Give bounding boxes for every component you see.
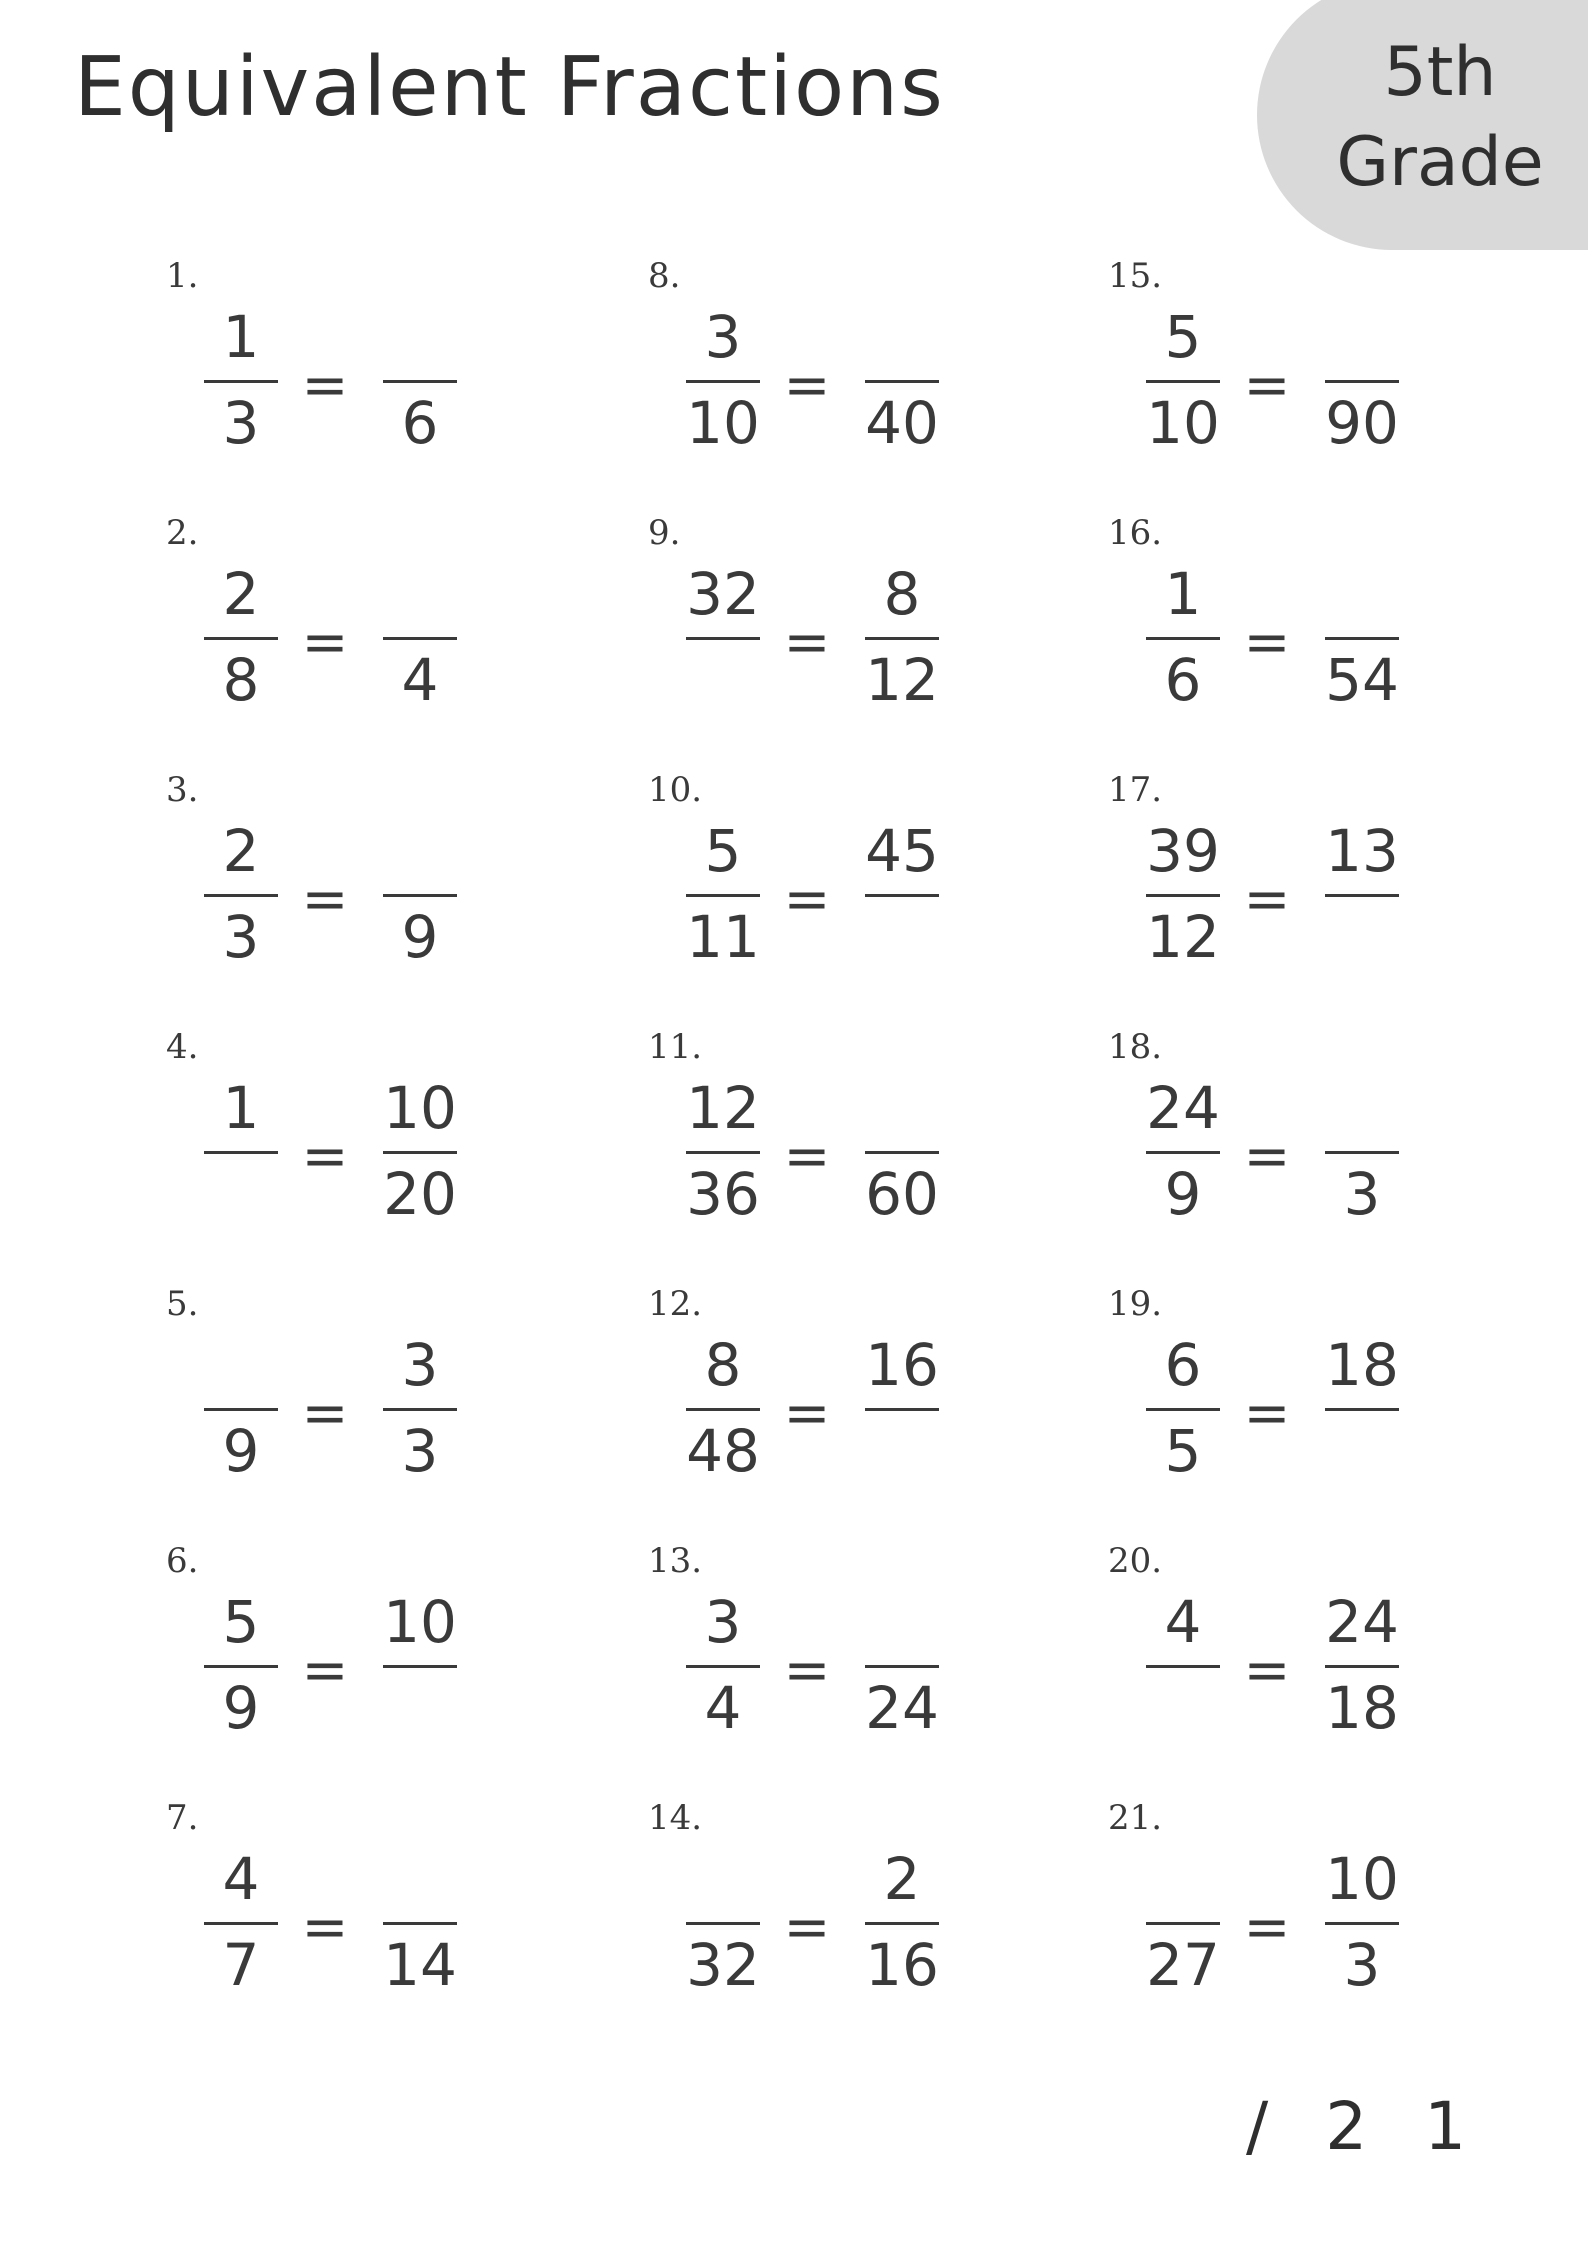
right-numerator[interactable]: 13 bbox=[1325, 817, 1399, 885]
right-fraction bbox=[383, 816, 457, 996]
left-numerator[interactable]: 5 bbox=[1164, 303, 1202, 371]
left-numerator[interactable]: 24 bbox=[1146, 1074, 1220, 1142]
right-denominator[interactable]: 40 bbox=[865, 389, 939, 457]
right-denominator[interactable]: 24 bbox=[865, 1674, 939, 1742]
left-fraction bbox=[204, 1844, 278, 2024]
left-numerator[interactable]: 39 bbox=[1146, 817, 1220, 885]
right-numerator[interactable]: 10 bbox=[383, 1074, 457, 1142]
left-fraction bbox=[204, 559, 278, 739]
score-total: / 2 1 bbox=[1246, 2088, 1485, 2165]
fraction-bar bbox=[1325, 1665, 1399, 1668]
equals-sign: = bbox=[301, 1381, 349, 1446]
fraction-bar bbox=[383, 1408, 457, 1411]
left-denominator[interactable]: 10 bbox=[686, 389, 760, 457]
right-denominator[interactable]: 18 bbox=[1325, 1674, 1399, 1742]
fraction-bar bbox=[1325, 1408, 1399, 1411]
left-numerator[interactable]: 8 bbox=[704, 1331, 742, 1399]
problem bbox=[648, 1284, 968, 1524]
left-numerator[interactable]: 5 bbox=[704, 817, 742, 885]
problem-number: 8. bbox=[648, 256, 681, 296]
equals-sign: = bbox=[783, 1381, 831, 1446]
problem-number: 12. bbox=[648, 1284, 703, 1324]
left-fraction bbox=[1146, 816, 1220, 996]
left-denominator[interactable]: 3 bbox=[222, 903, 260, 971]
left-numerator[interactable]: 4 bbox=[1164, 1588, 1202, 1656]
problem-number: 6. bbox=[166, 1541, 199, 1581]
problem bbox=[1108, 1541, 1428, 1781]
left-fraction bbox=[686, 1330, 760, 1510]
fraction-bar bbox=[1146, 894, 1220, 897]
right-denominator[interactable]: 12 bbox=[865, 646, 939, 714]
equals-sign: = bbox=[1243, 1638, 1291, 1703]
left-numerator[interactable]: 12 bbox=[686, 1074, 760, 1142]
right-fraction bbox=[383, 1330, 457, 1510]
right-numerator[interactable]: 18 bbox=[1325, 1331, 1399, 1399]
fraction-bar bbox=[204, 1408, 278, 1411]
fraction-bar bbox=[1146, 637, 1220, 640]
problem bbox=[166, 1541, 486, 1781]
equals-sign: = bbox=[1243, 1381, 1291, 1446]
fraction-bar bbox=[204, 894, 278, 897]
problem-number: 15. bbox=[1108, 256, 1163, 296]
equals-sign: = bbox=[783, 1638, 831, 1703]
problem-number: 9. bbox=[648, 513, 681, 553]
right-fraction bbox=[1325, 816, 1399, 996]
problem-number: 14. bbox=[648, 1798, 703, 1838]
right-fraction bbox=[383, 1587, 457, 1767]
right-numerator[interactable]: 8 bbox=[883, 560, 921, 628]
problem-number: 5. bbox=[166, 1284, 199, 1324]
right-fraction bbox=[1325, 1844, 1399, 2024]
equals-sign: = bbox=[783, 867, 831, 932]
left-numerator[interactable]: 2 bbox=[222, 560, 260, 628]
left-fraction bbox=[1146, 559, 1220, 739]
left-denominator[interactable]: 48 bbox=[686, 1417, 760, 1485]
left-fraction bbox=[1146, 1587, 1220, 1767]
left-denominator[interactable]: 6 bbox=[1164, 646, 1202, 714]
left-denominator[interactable]: 3 bbox=[222, 389, 260, 457]
problem bbox=[1108, 1027, 1428, 1267]
problem-number: 4. bbox=[166, 1027, 199, 1067]
problem-number: 3. bbox=[166, 770, 199, 810]
left-denominator[interactable]: 7 bbox=[222, 1931, 260, 1999]
left-numerator[interactable]: 1 bbox=[1164, 560, 1202, 628]
left-fraction bbox=[204, 816, 278, 996]
right-fraction bbox=[1325, 302, 1399, 482]
fraction-bar bbox=[1146, 1665, 1220, 1668]
problem bbox=[1108, 1798, 1428, 2038]
left-numerator[interactable]: 3 bbox=[704, 1588, 742, 1656]
fraction-bar bbox=[383, 1665, 457, 1668]
left-numerator[interactable]: 4 bbox=[222, 1845, 260, 1913]
problem bbox=[648, 1027, 968, 1267]
left-denominator[interactable]: 11 bbox=[686, 903, 760, 971]
problem-number: 10. bbox=[648, 770, 703, 810]
fraction-bar bbox=[1325, 637, 1399, 640]
problem-number: 20. bbox=[1108, 1541, 1163, 1581]
fraction-bar bbox=[383, 1151, 457, 1154]
right-denominator[interactable]: 90 bbox=[1325, 389, 1399, 457]
right-fraction bbox=[865, 816, 939, 996]
left-fraction bbox=[1146, 1073, 1220, 1253]
fraction-bar bbox=[865, 637, 939, 640]
left-fraction bbox=[686, 1073, 760, 1253]
left-denominator[interactable]: 9 bbox=[222, 1674, 260, 1742]
equals-sign: = bbox=[1243, 1895, 1291, 1960]
fraction-bar bbox=[686, 894, 760, 897]
left-denominator[interactable]: 9 bbox=[1164, 1160, 1202, 1228]
fraction-bar bbox=[865, 380, 939, 383]
right-fraction bbox=[1325, 1330, 1399, 1510]
problem-number: 1. bbox=[166, 256, 199, 296]
fraction-bar bbox=[1146, 1151, 1220, 1154]
fraction-bar bbox=[383, 1922, 457, 1925]
grade-label-line1: 5th bbox=[1383, 33, 1497, 112]
right-numerator[interactable]: 45 bbox=[865, 817, 939, 885]
right-fraction bbox=[865, 1073, 939, 1253]
right-fraction bbox=[383, 1844, 457, 2024]
right-fraction bbox=[1325, 559, 1399, 739]
problem-number: 18. bbox=[1108, 1027, 1163, 1067]
right-denominator[interactable]: 20 bbox=[383, 1160, 457, 1228]
fraction-bar bbox=[204, 380, 278, 383]
problem bbox=[648, 1541, 968, 1781]
fraction-bar bbox=[1325, 380, 1399, 383]
left-denominator[interactable]: 12 bbox=[1146, 903, 1220, 971]
problem bbox=[166, 1798, 486, 2038]
fraction-bar bbox=[865, 894, 939, 897]
grade-label bbox=[1300, 28, 1580, 208]
fraction-bar bbox=[383, 380, 457, 383]
equals-sign: = bbox=[301, 867, 349, 932]
equals-sign: = bbox=[1243, 353, 1291, 418]
problem bbox=[648, 1798, 968, 2038]
left-fraction bbox=[204, 302, 278, 482]
problem-number: 19. bbox=[1108, 1284, 1163, 1324]
right-fraction bbox=[383, 559, 457, 739]
fraction-bar bbox=[383, 894, 457, 897]
right-denominator[interactable]: 6 bbox=[401, 389, 439, 457]
right-numerator[interactable]: 2 bbox=[883, 1845, 921, 1913]
left-fraction bbox=[204, 1073, 278, 1253]
fraction-bar bbox=[204, 1151, 278, 1154]
left-numerator[interactable]: 1 bbox=[222, 303, 260, 371]
fraction-bar bbox=[1325, 1151, 1399, 1154]
equals-sign: = bbox=[1243, 867, 1291, 932]
fraction-bar bbox=[865, 1151, 939, 1154]
right-denominator[interactable]: 3 bbox=[401, 1417, 439, 1485]
equals-sign: = bbox=[301, 1124, 349, 1189]
left-denominator[interactable]: 27 bbox=[1146, 1931, 1220, 1999]
right-fraction bbox=[865, 1587, 939, 1767]
left-denominator[interactable]: 9 bbox=[222, 1417, 260, 1485]
problem bbox=[166, 256, 486, 496]
problem-number: 21. bbox=[1108, 1798, 1163, 1838]
problem bbox=[648, 256, 968, 496]
fraction-bar bbox=[865, 1922, 939, 1925]
equals-sign: = bbox=[783, 353, 831, 418]
right-denominator[interactable]: 54 bbox=[1325, 646, 1399, 714]
fraction-bar bbox=[686, 1151, 760, 1154]
fraction-bar bbox=[1146, 380, 1220, 383]
left-denominator[interactable]: 32 bbox=[686, 1931, 760, 1999]
problem bbox=[648, 770, 968, 1010]
left-fraction bbox=[686, 1844, 760, 2024]
right-numerator[interactable]: 16 bbox=[865, 1331, 939, 1399]
right-denominator[interactable]: 3 bbox=[1343, 1931, 1381, 1999]
left-denominator[interactable]: 5 bbox=[1164, 1417, 1202, 1485]
right-fraction bbox=[1325, 1587, 1399, 1767]
right-numerator[interactable]: 10 bbox=[383, 1588, 457, 1656]
left-fraction bbox=[204, 1587, 278, 1767]
equals-sign: = bbox=[1243, 610, 1291, 675]
right-numerator[interactable]: 3 bbox=[401, 1331, 439, 1399]
fraction-bar bbox=[1146, 1408, 1220, 1411]
left-numerator[interactable]: 5 bbox=[222, 1588, 260, 1656]
left-numerator[interactable]: 2 bbox=[222, 817, 260, 885]
left-denominator[interactable]: 8 bbox=[222, 646, 260, 714]
fraction-bar bbox=[686, 1665, 760, 1668]
problem bbox=[166, 1284, 486, 1524]
right-denominator[interactable]: 4 bbox=[401, 646, 439, 714]
problem-number: 17. bbox=[1108, 770, 1163, 810]
fraction-bar bbox=[1325, 894, 1399, 897]
left-fraction bbox=[1146, 302, 1220, 482]
page-title: Equivalent Fractions bbox=[74, 40, 945, 135]
fraction-bar bbox=[204, 1665, 278, 1668]
problem bbox=[648, 513, 968, 753]
left-fraction bbox=[1146, 1844, 1220, 2024]
fraction-bar bbox=[865, 1408, 939, 1411]
right-denominator[interactable]: 14 bbox=[383, 1931, 457, 1999]
problem-number: 2. bbox=[166, 513, 199, 553]
equals-sign: = bbox=[1243, 1124, 1291, 1189]
problem bbox=[1108, 770, 1428, 1010]
right-fraction bbox=[865, 302, 939, 482]
fraction-bar bbox=[865, 1665, 939, 1668]
right-fraction bbox=[383, 1073, 457, 1253]
right-numerator[interactable]: 24 bbox=[1325, 1588, 1399, 1656]
equals-sign: = bbox=[301, 353, 349, 418]
left-fraction bbox=[686, 816, 760, 996]
problem-number: 11. bbox=[648, 1027, 703, 1067]
left-denominator[interactable]: 4 bbox=[704, 1674, 742, 1742]
fraction-bar bbox=[1146, 1922, 1220, 1925]
left-fraction bbox=[204, 1330, 278, 1510]
equals-sign: = bbox=[301, 1895, 349, 1960]
problem bbox=[166, 770, 486, 1010]
left-numerator[interactable]: 3 bbox=[704, 303, 742, 371]
fraction-bar bbox=[686, 637, 760, 640]
left-denominator[interactable]: 36 bbox=[686, 1160, 760, 1228]
left-numerator[interactable]: 1 bbox=[222, 1074, 260, 1142]
right-denominator[interactable]: 16 bbox=[865, 1931, 939, 1999]
right-fraction bbox=[383, 302, 457, 482]
problem-number: 13. bbox=[648, 1541, 703, 1581]
fraction-bar bbox=[1325, 1922, 1399, 1925]
problem bbox=[1108, 1284, 1428, 1524]
equals-sign: = bbox=[783, 1895, 831, 1960]
right-fraction bbox=[865, 1844, 939, 2024]
equals-sign: = bbox=[301, 610, 349, 675]
fraction-bar bbox=[686, 380, 760, 383]
right-fraction bbox=[865, 1330, 939, 1510]
left-fraction bbox=[1146, 1330, 1220, 1510]
problem-number: 16. bbox=[1108, 513, 1163, 553]
left-denominator[interactable]: 10 bbox=[1146, 389, 1220, 457]
right-fraction bbox=[865, 559, 939, 739]
equals-sign: = bbox=[783, 610, 831, 675]
right-denominator[interactable]: 9 bbox=[401, 903, 439, 971]
problem-number: 7. bbox=[166, 1798, 199, 1838]
left-fraction bbox=[686, 302, 760, 482]
grade-label-line2: Grade bbox=[1336, 123, 1544, 202]
left-numerator[interactable]: 6 bbox=[1164, 1331, 1202, 1399]
right-fraction bbox=[1325, 1073, 1399, 1253]
right-denominator[interactable]: 60 bbox=[865, 1160, 939, 1228]
problem bbox=[1108, 256, 1428, 496]
problem bbox=[166, 513, 486, 753]
right-numerator[interactable]: 10 bbox=[1325, 1845, 1399, 1913]
right-denominator[interactable]: 3 bbox=[1343, 1160, 1381, 1228]
problem bbox=[1108, 513, 1428, 753]
fraction-bar bbox=[686, 1922, 760, 1925]
fraction-bar bbox=[383, 637, 457, 640]
fraction-bar bbox=[204, 637, 278, 640]
left-fraction bbox=[686, 1587, 760, 1767]
fraction-bar bbox=[686, 1408, 760, 1411]
equals-sign: = bbox=[783, 1124, 831, 1189]
left-fraction bbox=[686, 559, 760, 739]
problem bbox=[166, 1027, 486, 1267]
equals-sign: = bbox=[301, 1638, 349, 1703]
fraction-bar bbox=[204, 1922, 278, 1925]
left-numerator[interactable]: 32 bbox=[686, 560, 760, 628]
